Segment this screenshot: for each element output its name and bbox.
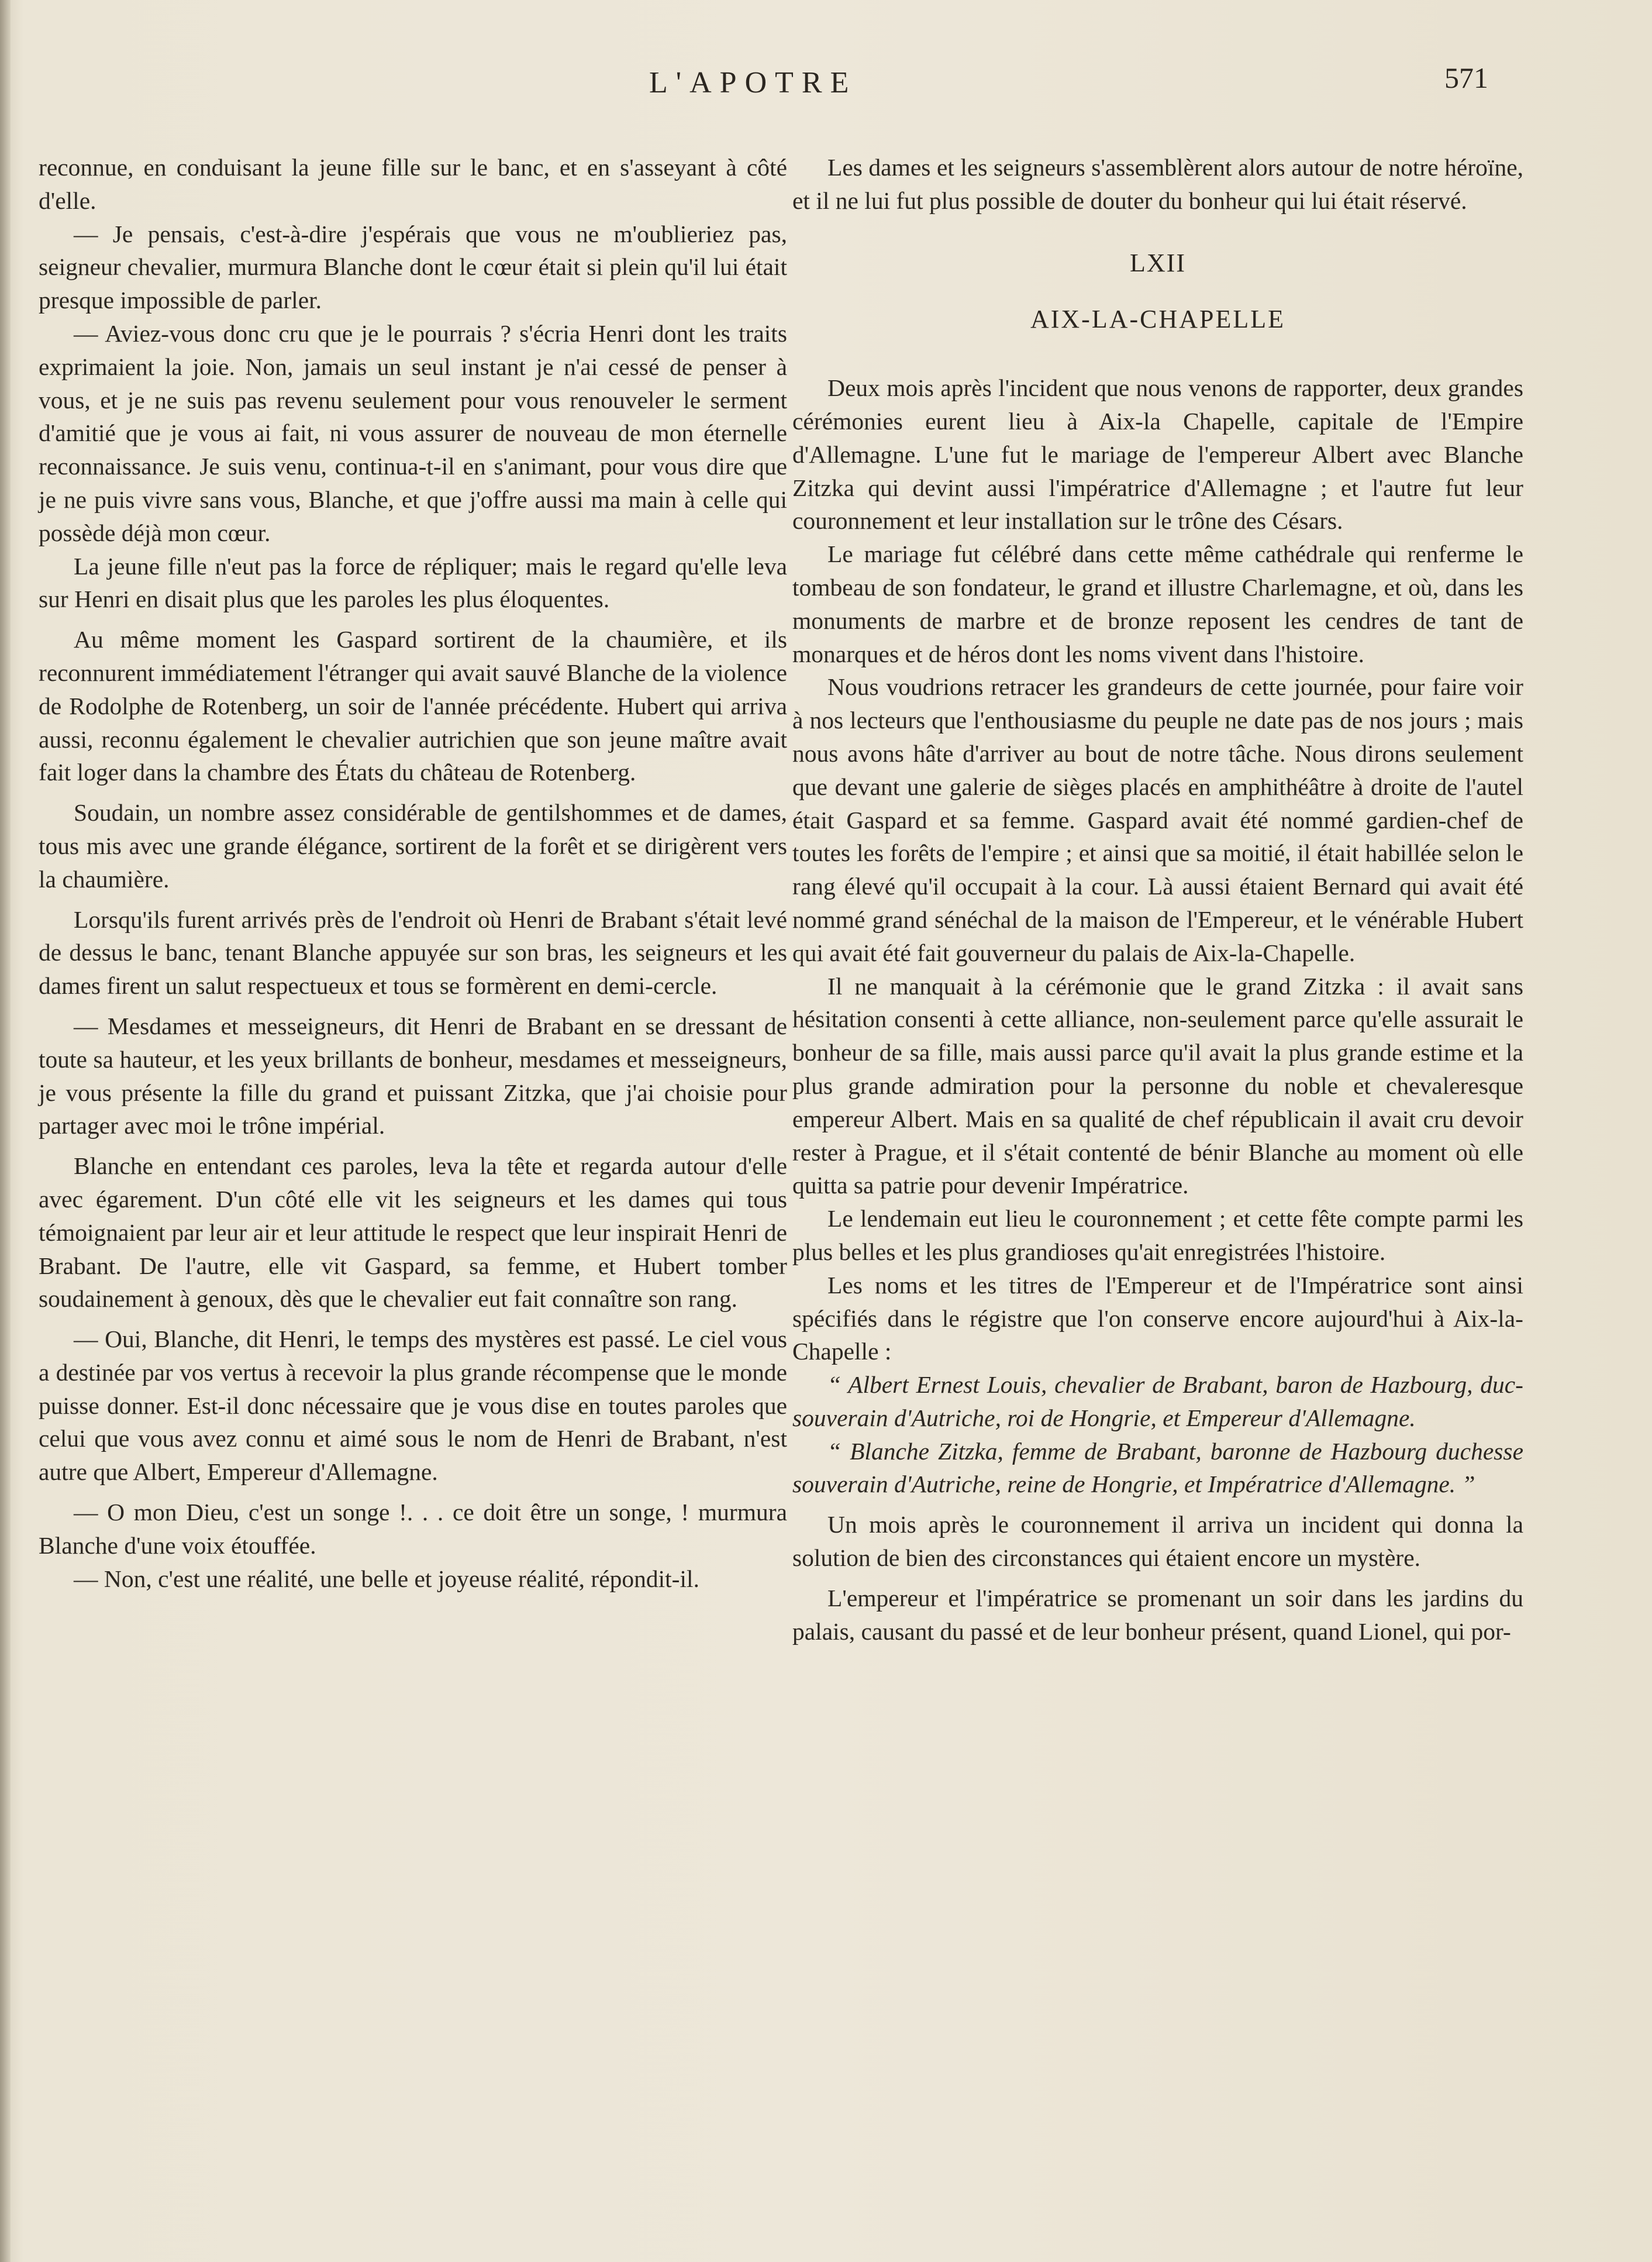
paragraph: — Aviez-vous donc cru que je le pourrais ? s'écria Henri dont les traits exprimaient la joie. Non, jamais un seul instant je n'ai cessé de penser à vous, et je ne suis pas revenu seulement pour vous renouveler le serment d'amitié que je vous ai fait, ni vous assurer de nouveau de mon éternelle reconnaissance. Je suis venu, continua-t-il en s'animant, pour vous dire que je ne puis vivre sans vous, Blanche, et que j'offre aussi ma main à celle qui possède déjà mon cœur.	[39, 319, 787, 546]
chapter-title: AIX-LA-CHAPELLE	[1030, 305, 1286, 334]
paragraph: Les noms et les titres de l'Empereur et de l'Impératrice sont ainsi spécifiés dans le régistre que l'on conserve encore aujourd'hui à Aix-la-Chapelle :	[792, 1271, 1523, 1365]
page-gutter	[0, 0, 11, 2262]
paragraph: La jeune fille n'eut pas la force de répliquer; mais le regard qu'elle leva sur Henri en disait plus que les paroles les plus éloquentes.	[39, 552, 787, 613]
left-column	[39, 151, 787, 1595]
paragraph: Un mois après le couronnement il arriva un incident qui donna la solution de bien des circonstances qui étaient encore un mystère.	[792, 1511, 1523, 1572]
paragraph: Nous voudrions retracer les grandeurs de cette journée, pour faire voir à nos lecteurs que l'enthousiasme du peuple ne date pas de nos jours ; mais nous avons hâte d'arriver au bout de notre tâche. Nous dirons seulement que devant une galerie de sièges placés en amphithéâtre à droite de l'autel était Gaspard et sa femme. Gaspard avait été nommé gardien-chef de toutes les forêts de l'empire ; et ainsi que sa moitié, il était habillée selon le rang élevé qu'il occupait à la cour. Là aussi étaient Bernard qui avait été nommé grand sénéchal de la maison de l'Empereur, et le vénérable Hubert qui avait été fait gouverneur du palais de Aix-la-Chapelle.	[792, 673, 1523, 966]
register-quote: “ Blanche Zitzka, femme de Brabant, baronne de Hazbourg duchesse souverain d'Autriche, reine de Hongrie, et Impératrice d'Allemagne. ”	[792, 1437, 1523, 1498]
paragraph: Il ne manquait à la cérémonie que le grand Zitzka : il avait sans hésitation consenti à cette alliance, non-seulement parce qu'elle assurait le bonheur de sa fille, mais aussi parce qu'il avait la plus grande estime et la plus grande admiration pour la personne du noble et chevaleresque empereur Albert. Mais en sa qualité de chef républicain il avait cru devoir rester à Prague, et il s'était contenté de bénir Blanche au moment où elle quitta sa patrie pour devenir Impératrice.	[792, 972, 1523, 1199]
paragraph: reconnue, en conduisant la jeune fille sur le banc, et en s'asseyant à côté d'elle.	[39, 154, 787, 214]
paragraph: — Non, c'est une réalité, une belle et joyeuse réalité, répondit-il.	[74, 1565, 699, 1592]
running-title: L'APOTRE	[649, 66, 857, 99]
paragraph: Au même moment les Gaspard sortirent de la chaumière, et ils reconnurent immédiatement l'étranger qui avait sauvé Blanche de la violence de Rodolphe de Rotenberg, un soir de l'année précédente. Hubert qui arriva aussi, reconnu également le chevalier autrichien que son jeune maître avait fait loger dans la chambre des États du château de Rotenberg.	[39, 626, 787, 786]
paragraph: L'empereur et l'impératrice se promenant un soir dans les jardins du palais, causant du passé et de leur bonheur présent, quand Lionel, qui por-	[792, 1584, 1523, 1645]
paragraph: — Je pensais, c'est-à-dire j'espérais que vous ne m'oublieriez pas, seigneur chevalier, murmura Blanche dont le cœur était si plein qu'il lui était presque impossible de parler.	[39, 220, 787, 314]
chapter-number: LXII	[1130, 248, 1186, 277]
paragraph: — Oui, Blanche, dit Henri, le temps des mystères est passé. Le ciel vous a destinée par vos vertus à recevoir la plus grande récompense que le monde puisse donner. Est-il donc nécessaire que je vous dise en toutes paroles que celui que vous avez connu et aimé sous le nom de Henri de Brabant, n'est autre que Albert, Empereur d'Allemagne.	[39, 1325, 787, 1486]
paragraph: — O mon Dieu, c'est un songe !. . . ce doit être un songe, ! murmura Blanche d'une voix étouffée.	[39, 1499, 787, 1559]
paragraph: Le mariage fut célébré dans cette même cathédrale qui renferme le tombeau de son fondateur, le grand et illustre Charlemagne, et où, dans les monuments de marbre et de bronze reposent les cendres de tant de monarques et de héros dont les noms vivent dans l'histoire.	[792, 540, 1523, 667]
paragraph: Deux mois après l'incident que nous venons de rapporter, deux grandes cérémonies eurent lieu à Aix-la Chapelle, capitale de l'Empire d'Allemagne. L'une fut le mariage de l'empereur Albert avec Blanche Zitzka qui devint aussi l'impératrice d'Allemagne ; et l'autre fut leur couronnement et leur installation sur le trône des Césars.	[792, 374, 1523, 535]
page-number: 571	[1444, 61, 1488, 94]
register-quote: “ Albert Ernest Louis, chevalier de Brabant, baron de Hazbourg, duc-souverain d'Autriche, roi de Hongrie, et Empereur d'Allemagne.	[792, 1371, 1523, 1431]
paragraph: Le lendemain eut lieu le couronnement ; et cette fête compte parmi les plus belles et les plus grandioses qu'ait enregistrées l'histoire.	[792, 1205, 1523, 1265]
right-column	[792, 151, 1523, 1648]
paragraph: Soudain, un nombre assez considérable de gentilshommes et de dames, tous mis avec une grande élégance, sortirent de la forêt et se dirigèrent vers la chaumière.	[39, 799, 787, 893]
paragraph: Lorsqu'ils furent arrivés près de l'endroit où Henri de Brabant s'était levé de dessus le banc, tenant Blanche appuyée sur son bras, les seigneurs et les dames firent un salut respectueux et tous se formèrent en demi-cercle.	[39, 906, 787, 1000]
paragraph: Blanche en entendant ces paroles, leva la tête et regarda autour d'elle avec égarement. D'un côté elle vit les seigneurs et les dames qui tous témoignaient par leur air et leur attitude le respect que leur inspirait Henri de Brabant. De l'autre, elle vit Gaspard, sa femme, et Hubert tomber soudainement à genoux, dès que le chevalier eut fait connaître son rang.	[39, 1152, 787, 1313]
paragraph: — Mesdames et messeigneurs, dit Henri de Brabant en se dressant de toute sa hauteur, et les yeux brillants de bonheur, mesdames et messeigneurs, je vous présente la fille du grand et puissant Zitzka, que j'ai choisie pour partager avec moi le trône impérial.	[39, 1012, 787, 1139]
paragraph: Les dames et les seigneurs s'assemblèrent alors autour de notre héroïne, et il ne lui fut plus possible de douter du bonheur qui lui était réservé.	[792, 154, 1523, 214]
running-head	[0, 61, 1652, 112]
